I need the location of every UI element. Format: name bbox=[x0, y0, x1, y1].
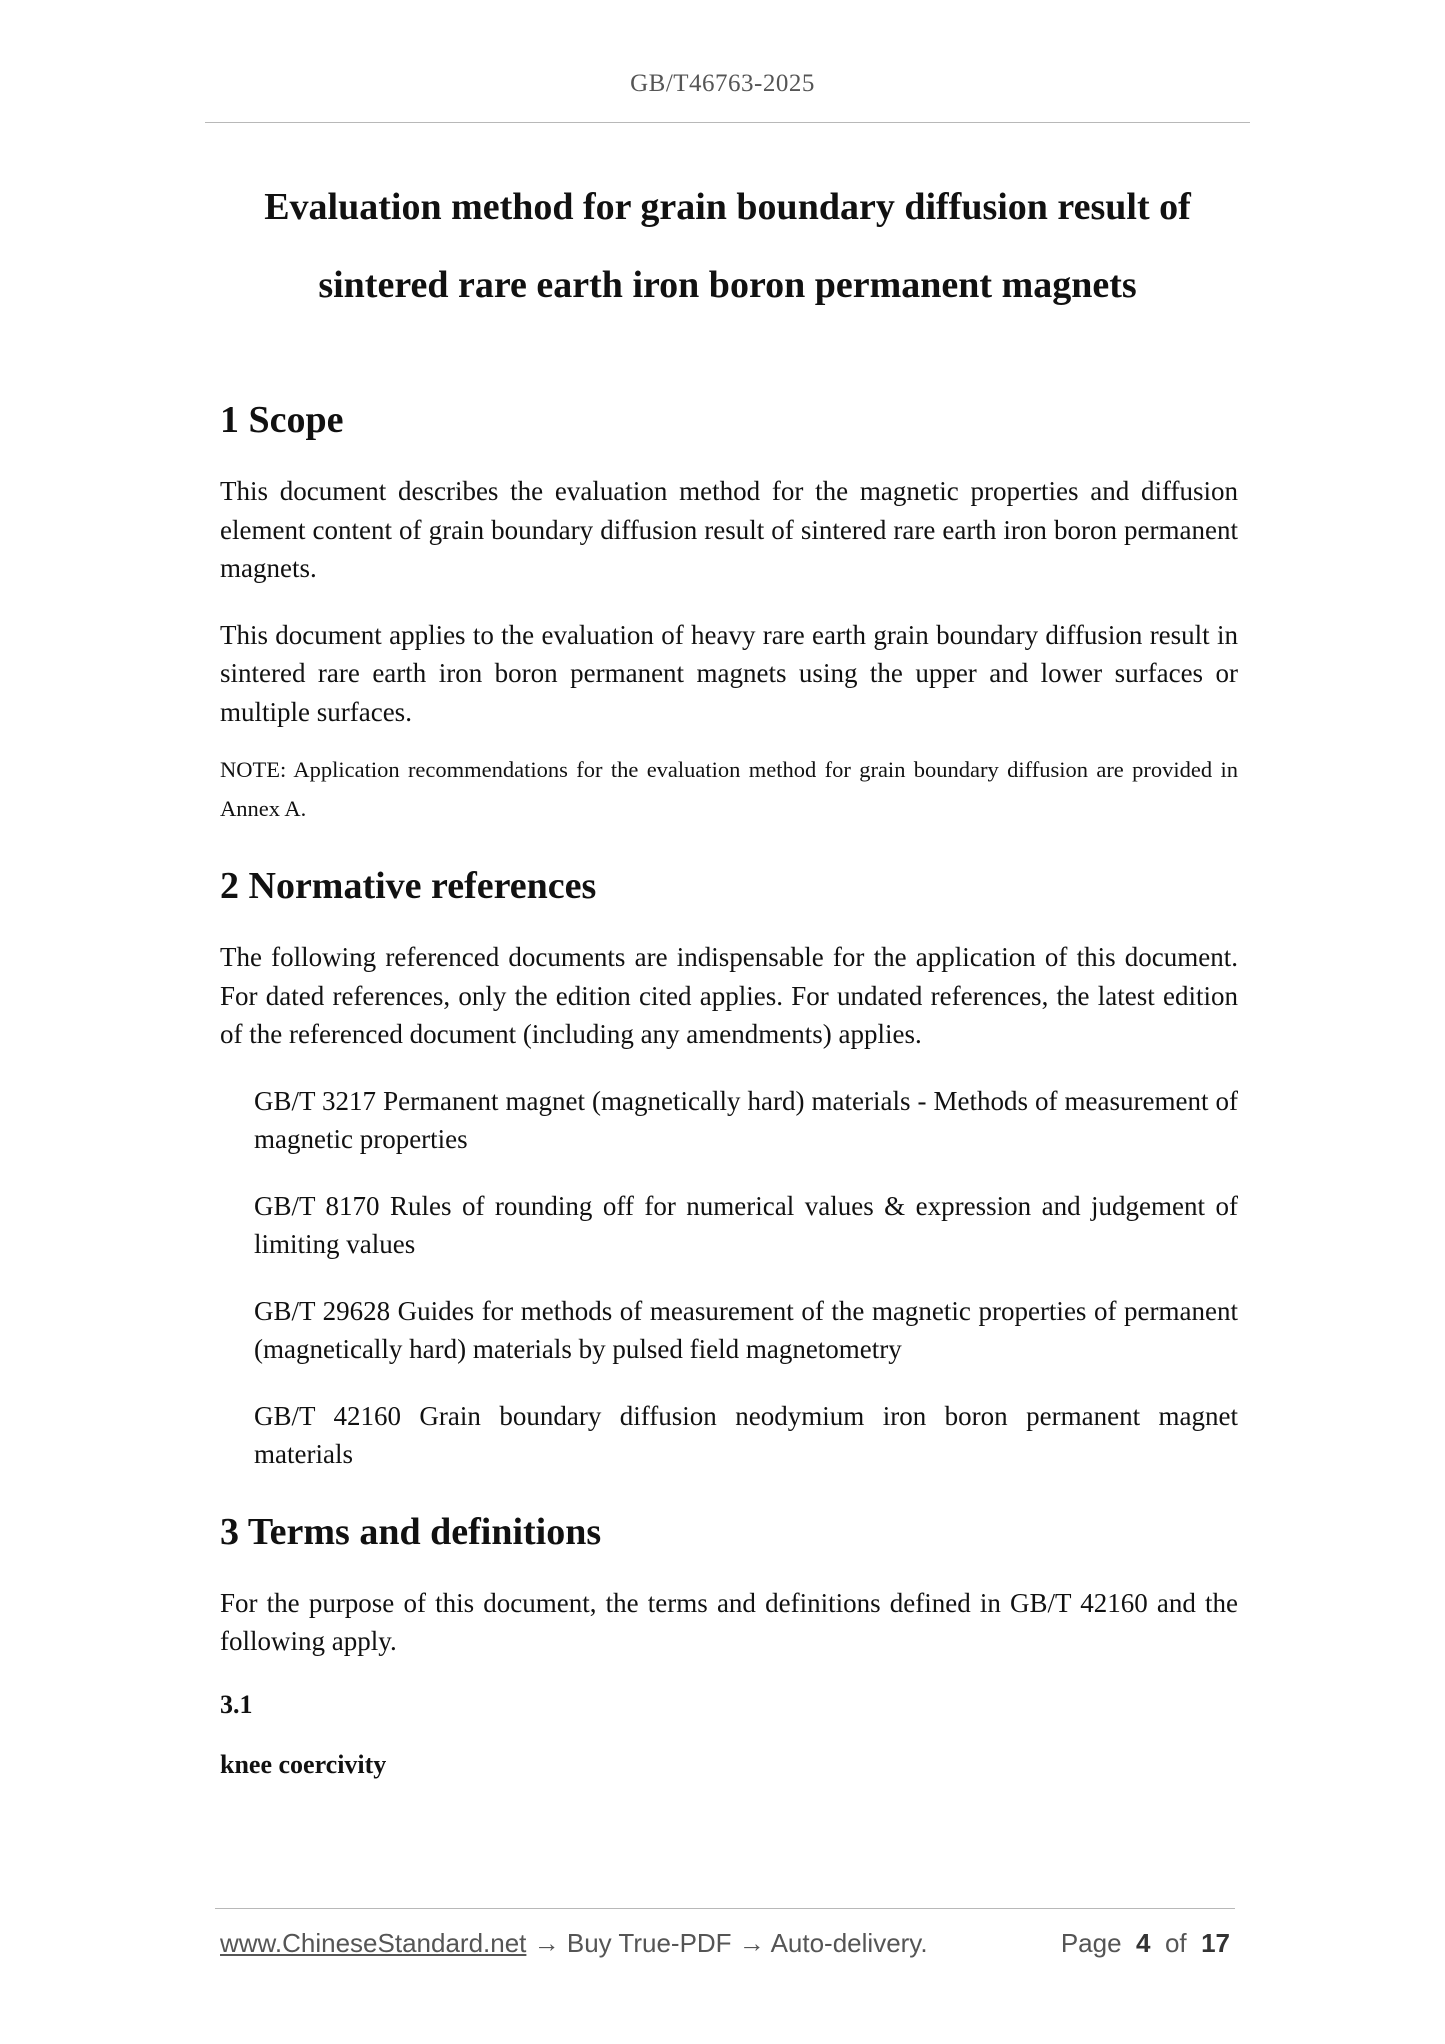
section-heading-normative-references: 2 Normative references bbox=[220, 865, 597, 907]
reference-item: GB/T 29628 Guides for methods of measurement of the magnetic properties of permanent (magnetically hard) materials by pulsed field magnetometry bbox=[254, 1295, 1238, 1364]
reference-item: GB/T 42160 Grain boundary diffusion neodymium iron boron permanent magnet materials bbox=[254, 1400, 1238, 1469]
term-number: 3.1 bbox=[220, 1689, 253, 1719]
total-pages-number: 17 bbox=[1201, 1928, 1230, 1958]
section-scope bbox=[220, 390, 1238, 828]
of-label: of bbox=[1164, 1928, 1187, 1958]
document-title bbox=[205, 168, 1250, 324]
header-divider bbox=[205, 122, 1250, 123]
section-heading-scope: 1 Scope bbox=[220, 399, 344, 441]
footer-divider bbox=[215, 1908, 1235, 1909]
document-body bbox=[220, 390, 1238, 1785]
scope-note: NOTE: Application recommendations for the evaluation method for grain boundary diffusion are provided in Annex A. bbox=[220, 757, 1238, 821]
page-indicator bbox=[1061, 1928, 1230, 1959]
title-line-2: sintered rare earth iron boron permanent magnets bbox=[318, 264, 1137, 306]
page-footer bbox=[220, 1928, 1230, 1962]
page-label: Page bbox=[1060, 1928, 1122, 1958]
normative-intro: The following referenced documents are indispensable for the application of this document. For dated references, only the edition cited applies. For undated references, the latest edition of the referenced document (including any amendments) applies. bbox=[220, 942, 1238, 1049]
section-terms-definitions bbox=[220, 1502, 1238, 1785]
section-heading-terms-definitions: 3 Terms and definitions bbox=[220, 1510, 602, 1553]
footer-promo-text: → Buy True-PDF → Auto-delivery. bbox=[526, 1928, 928, 1958]
title-line-1: Evaluation method for grain boundary diffusion result of bbox=[264, 186, 1191, 228]
reference-item: GB/T 8170 Rules of rounding off for numerical values & expression and judgement of limiting values bbox=[254, 1190, 1238, 1259]
current-page-number: 4 bbox=[1136, 1928, 1151, 1958]
header-standard-id: GB/T46763-2025 bbox=[630, 70, 815, 97]
section-normative-references bbox=[220, 856, 1238, 1474]
scope-paragraph-2: This document applies to the evaluation of heavy rare earth grain boundary diffusion result in sintered rare earth iron boron permanent magnets using the upper and lower surfaces or multiple surfaces. bbox=[220, 619, 1238, 727]
term-name: knee coercivity bbox=[220, 1749, 387, 1779]
footer-promo bbox=[220, 1928, 928, 1959]
reference-item: GB/T 3217 Permanent magnet (magnetically hard) materials - Methods of measurement of magnetic properties bbox=[254, 1085, 1238, 1154]
terms-intro: For the purpose of this document, the terms and definitions defined in GB/T 42160 and the following apply. bbox=[220, 1587, 1238, 1656]
website-link[interactable]: www.ChineseStandard.net bbox=[220, 1928, 527, 1958]
scope-paragraph-1: This document describes the evaluation method for the magnetic properties and diffusion element content of grain boundary diffusion result of sintered rare earth iron boron permanent magnets. bbox=[220, 476, 1238, 583]
